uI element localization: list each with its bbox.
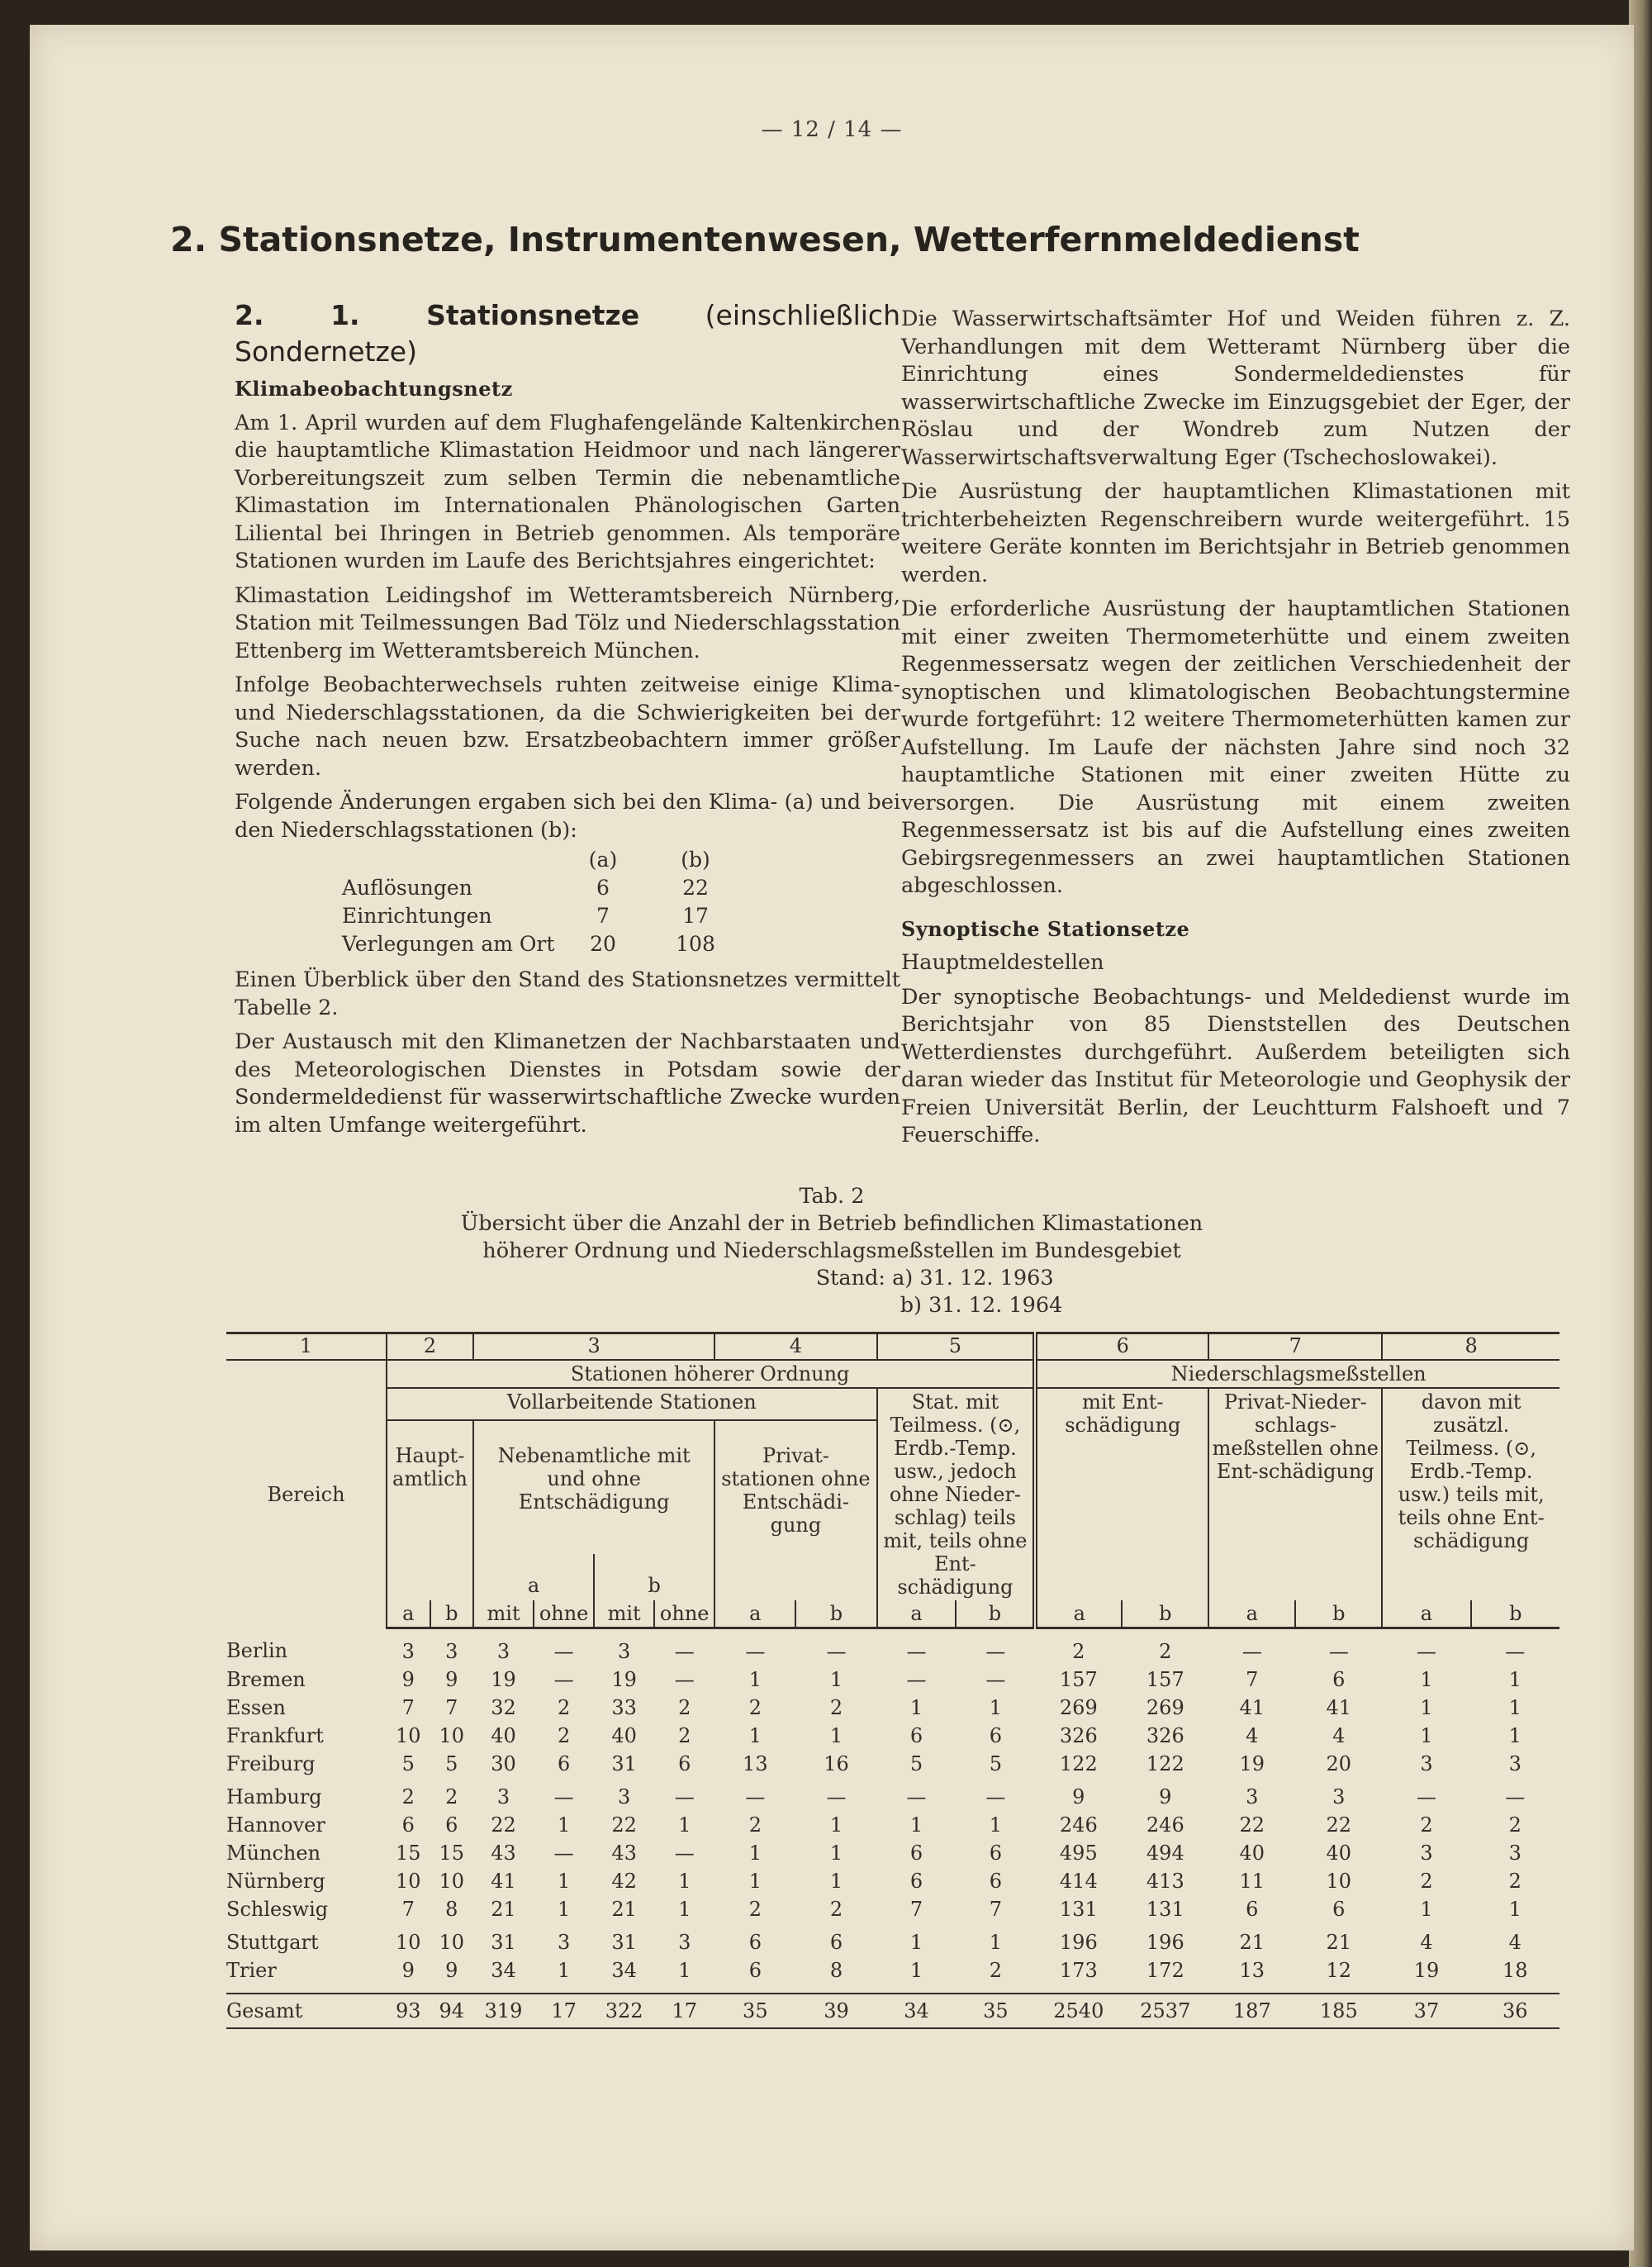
value-cell: 4 <box>1246 1724 1259 1747</box>
value-cell: — <box>674 1668 695 1691</box>
value-cell: 10 <box>396 1931 421 1954</box>
value-cell: 131 <box>1059 1898 1098 1921</box>
value-cell: 1 <box>748 1870 762 1893</box>
column-number-row: 1 2 3 4 5 6 7 8 <box>226 1333 1559 1361</box>
value-cell: — <box>553 1785 574 1808</box>
value-cell: 19 <box>1413 1959 1440 1982</box>
value-cell: 7 <box>1246 1668 1259 1691</box>
value-cell: 2 <box>557 1724 571 1747</box>
header-davon: davon mit zusätzl. Teilmess. (⊙, Erdb.-Temp. usw.) teils mit, teils ohne Ent-schädigung <box>1382 1388 1559 1600</box>
value-cell: — <box>1241 1640 1262 1663</box>
value-cell: 6 <box>989 1842 1003 1865</box>
table-row <box>226 1811 1559 1839</box>
value-cell: 3 <box>1420 1752 1433 1775</box>
value-cell: 41 <box>1326 1696 1352 1719</box>
value-cell: 9 <box>445 1668 458 1691</box>
value-cell: 2 <box>748 1813 762 1837</box>
value-cell: 40 <box>611 1724 637 1747</box>
value-cell: 10 <box>396 1724 421 1747</box>
value-cell: 196 <box>1059 1931 1098 1954</box>
value-cell: 172 <box>1146 1959 1184 1982</box>
value-cell: 16 <box>824 1752 849 1775</box>
document-page <box>30 25 1634 2250</box>
changes-table <box>235 846 742 958</box>
region-cell: Bremen <box>226 1668 306 1691</box>
value-cell: — <box>674 1640 695 1663</box>
value-cell: 3 <box>401 1640 415 1663</box>
value-cell: 2 <box>1420 1813 1433 1837</box>
value-cell: 30 <box>491 1752 516 1775</box>
value-cell: 35 <box>956 1994 1035 2028</box>
value-cell: 5 <box>909 1752 923 1775</box>
value-cell: 1 <box>829 1813 843 1837</box>
page-number: — 12 / 14 — <box>761 117 903 142</box>
region-cell: Berlin <box>226 1639 288 1663</box>
value-cell: 21 <box>1326 1931 1352 1954</box>
value-cell: 13 <box>743 1752 768 1775</box>
value-cell: 6 <box>678 1752 691 1775</box>
value-cell: 326 <box>1146 1724 1184 1747</box>
value-cell: 269 <box>1146 1696 1184 1719</box>
value-cell: 12 <box>1326 1959 1352 1982</box>
value-cell: 37 <box>1382 1994 1470 2028</box>
value-cell: 494 <box>1146 1842 1184 1865</box>
value-cell: 19 <box>491 1668 516 1691</box>
value-cell: 2 <box>829 1898 843 1921</box>
value-cell: 1 <box>909 1813 923 1837</box>
value-cell: 6 <box>557 1752 571 1775</box>
value-cell: 4 <box>1332 1724 1346 1747</box>
value-cell: 7 <box>401 1898 415 1921</box>
value-cell: 1 <box>909 1696 923 1719</box>
value-cell: 8 <box>445 1898 458 1921</box>
value-cell: 9 <box>401 1668 415 1691</box>
value-cell: 9 <box>1072 1785 1085 1808</box>
value-cell: — <box>745 1640 766 1663</box>
value-cell: 10 <box>439 1931 465 1954</box>
value-cell: 187 <box>1208 1994 1295 2028</box>
region-cell: Hannover <box>226 1813 325 1837</box>
value-cell: 1 <box>557 1898 571 1921</box>
value-cell: 41 <box>491 1870 516 1893</box>
value-cell: — <box>906 1640 927 1663</box>
value-cell: 495 <box>1059 1842 1098 1865</box>
value-cell: 43 <box>491 1842 516 1865</box>
table-caption <box>30 1183 1634 1319</box>
header-mit-entschaedigung: mit Ent-schädigung <box>1035 1388 1208 1600</box>
value-cell: — <box>674 1785 695 1808</box>
value-cell: 2537 <box>1122 1994 1208 2028</box>
value-cell: 40 <box>1326 1842 1352 1865</box>
value-cell: 2 <box>1508 1870 1521 1893</box>
value-cell: 8 <box>829 1959 843 1982</box>
value-cell: — <box>826 1785 847 1808</box>
value-cell: 11 <box>1239 1870 1265 1893</box>
value-cell: 34 <box>491 1959 516 1982</box>
value-cell: — <box>1416 1640 1436 1663</box>
value-cell: 1 <box>989 1813 1003 1837</box>
value-cell: 5 <box>989 1752 1003 1775</box>
value-cell: 93 <box>387 1994 430 2028</box>
header-vollarbeitend: Vollarbeitende Stationen <box>387 1388 877 1420</box>
value-cell: 2 <box>1420 1870 1433 1893</box>
region-cell: Essen <box>226 1696 286 1719</box>
value-cell: 326 <box>1059 1724 1098 1747</box>
value-cell: 1 <box>557 1959 571 1982</box>
value-cell: 1 <box>989 1931 1003 1954</box>
header-privat-niederschlag: Privat-Nieder-schlags-meßstellen ohne Ent-schädigung <box>1208 1388 1382 1600</box>
value-cell: — <box>1505 1785 1526 1808</box>
value-cell: 10 <box>439 1724 465 1747</box>
value-cell: 1 <box>829 1668 843 1691</box>
value-cell: 2540 <box>1035 1994 1122 2028</box>
value-cell: 21 <box>611 1898 637 1921</box>
value-cell: — <box>1416 1785 1436 1808</box>
table-title-line: höherer Ordnung und Niederschlagsmeßstellen im Bundesgebiet <box>482 1238 1181 1263</box>
value-cell: 22 <box>1239 1813 1265 1837</box>
section-heading <box>235 297 900 370</box>
value-cell: 36 <box>1471 1994 1559 2028</box>
value-cell: 6 <box>1246 1898 1259 1921</box>
value-cell: 19 <box>611 1668 637 1691</box>
paragraph: Die Ausrüstung der hauptamtlichen Klimastationen mit trichterbeheizten Regenschreibern wurde weitergeführt. 15 weitere Geräte konnten im Berichtsjahr in Betrieb genommen werden. <box>901 479 1570 587</box>
value-cell: 2 <box>748 1696 762 1719</box>
value-cell: 17 <box>654 1994 714 2028</box>
table-row <box>226 1750 1559 1778</box>
value-cell: 21 <box>491 1898 516 1921</box>
value-cell: 3 <box>496 1785 510 1808</box>
value-cell: 246 <box>1059 1813 1098 1837</box>
value-cell: — <box>745 1785 766 1808</box>
value-cell: 3 <box>678 1931 691 1954</box>
value-cell: 3 <box>1246 1785 1259 1808</box>
station-table: 1 2 3 4 5 6 7 8 Bereich Stationen höherer Ordnung Niederschlagsmeßstellen Vollarbeitende Stationen Stat. mit Teilmess. (⊙, Erdb.-Temp. usw., jedoch ohne Nieder-schlag) teils mit, teils ohne Ent-schädigung mit Ent-schädigung Privat-Nieder-schlags-meßstellen ohne Ent-schädigung davon mit zusätzl. Teilmess. (⊙, Erdb.-Temp. usw.) teils mit, teils ohne Ent-schädigung Haupt-amtlich Nebenamtliche mit und ohne Entschädigung Privat-stationen ohne Entschädi-gung a b a b mit ohne mit ohne a b a b a b a b a b Berlin 3 3 3 — 3 — — — — — 2 2 — — — — Bremen 9 9 19 — 19 — 1 1 — — 157 157 7 6 1 1 Essen 7 7 32 2 33 2 2 2 1 1 269 269 41 41 1 1 Frankfurt 10 10 40 2 40 2 1 1 6 6 326 326 4 4 1 1 Freiburg 5 5 30 6 31 6 13 16 5 5 122 122 19 20 3 3 Hamburg 2 2 3 — 3 — — — — — 9 9 3 3 — — Hannover 6 6 22 1 22 1 2 1 1 1 246 246 22 22 2 2 München 15 15 43 — 43 — 1 1 6 6 495 494 40 40 3 3 Nürnberg 10 10 41 1 42 1 1 1 6 6 414 413 11 10 2 2 Schleswig 7 8 21 1 21 1 2 2 7 7 131 131 6 6 1 1 Stuttgart 10 10 31 3 31 3 6 6 1 1 196 196 21 21 4 4 Trier 9 9 34 1 34 1 6 8 1 2 173 172 13 12 19 18 Gesamt 93 94 319 17 322 17 35 39 34 35 2540 2537 187 185 37 36 <box>226 1332 1559 2029</box>
value-cell: 4 <box>1420 1931 1433 1954</box>
value-cell: 7 <box>909 1898 923 1921</box>
value-cell: 196 <box>1146 1931 1184 1954</box>
value-cell: 39 <box>795 1994 876 2028</box>
value-cell: — <box>553 1668 574 1691</box>
paragraph: Einen Überblick über den Stand des Stationsnetzes vermittelt Tabelle 2. <box>235 967 900 1020</box>
table-row <box>226 1628 1559 1666</box>
value-cell: 157 <box>1059 1668 1098 1691</box>
value-cell: 2 <box>678 1696 691 1719</box>
value-cell: 3 <box>557 1931 571 1954</box>
value-cell: 10 <box>1326 1870 1352 1893</box>
value-cell: — <box>826 1640 847 1663</box>
value-cell: 31 <box>611 1752 637 1775</box>
value-cell: 3 <box>1508 1842 1521 1865</box>
value-cell: 7 <box>445 1696 458 1719</box>
value-cell: 269 <box>1059 1696 1098 1719</box>
value-cell: 5 <box>401 1752 415 1775</box>
value-cell: 6 <box>909 1870 923 1893</box>
value-cell: 1 <box>678 1959 691 1982</box>
value-cell: 1 <box>829 1870 843 1893</box>
region-cell: Hamburg <box>226 1785 322 1808</box>
value-cell: 34 <box>877 1994 957 2028</box>
value-cell: 2 <box>557 1696 571 1719</box>
section-number: 2. 1. Stationsnetze <box>235 299 640 331</box>
subsubheading: Hauptmeldestellen <box>901 950 1104 975</box>
value-cell: 173 <box>1059 1959 1098 1982</box>
header-hauptamtlich: Haupt-amtlich <box>387 1420 473 1554</box>
value-cell: 6 <box>445 1813 458 1837</box>
table-row <box>226 1694 1559 1722</box>
region-cell: Nürnberg <box>226 1870 325 1893</box>
value-cell: 22 <box>1326 1813 1352 1837</box>
value-cell: 10 <box>439 1870 465 1893</box>
value-cell: 35 <box>714 1994 795 2028</box>
value-cell: 42 <box>611 1870 637 1893</box>
table-row <box>226 1895 1559 1923</box>
value-cell: 31 <box>611 1931 637 1954</box>
value-cell: — <box>985 1640 1006 1663</box>
value-cell: 40 <box>1239 1842 1265 1865</box>
value-cell: 2 <box>401 1785 415 1808</box>
value-cell: 2 <box>1072 1640 1085 1663</box>
value-cell: — <box>674 1842 695 1865</box>
value-cell: 6 <box>401 1813 415 1837</box>
table-title-line: Übersicht über die Anzahl der in Betrieb befindlichen Klimastationen <box>460 1211 1203 1236</box>
header-nebenamtlich: Nebenamtliche mit und ohne Entschädigung <box>473 1420 714 1554</box>
value-cell: 9 <box>445 1959 458 1982</box>
value-cell: 2 <box>445 1785 458 1808</box>
paragraph: Infolge Beobachterwechsels ruhten zeitweise einige Klima- und Niederschlagsstationen, da die Schwierigkeiten bei der Suche nach neuen bzw. Ersatzbeobachtern immer größer werden. <box>235 672 900 781</box>
value-cell: 157 <box>1146 1668 1184 1691</box>
paragraph: Die Wasserwirtschaftsämter Hof und Weiden führen z. Z. Verhandlungen mit dem Wetteramt Nürnberg über die Einrichtung eines Sondermeldedienstes für wasserwirtschaftliche Zwecke im Einzugsgebiet der Eger, der Röslau und der Wondreb zum Nutzen der Wasserwirtschaftsverwaltung Eger (Tschechoslowakei). <box>901 307 1570 470</box>
value-cell: 414 <box>1059 1870 1098 1893</box>
table-label: Tab. 2 <box>799 1184 865 1209</box>
value-cell: 413 <box>1146 1870 1184 1893</box>
value-cell: 185 <box>1295 1994 1382 2028</box>
value-cell: 6 <box>748 1931 762 1954</box>
changes-row: Verlegungen am Ort 20 108 <box>342 932 715 957</box>
changes-header-a: (a) <box>588 848 618 872</box>
value-cell: 322 <box>594 1994 654 2028</box>
value-cell: 1 <box>557 1813 571 1837</box>
value-cell: 6 <box>829 1931 843 1954</box>
value-cell: 2 <box>989 1959 1003 1982</box>
value-cell: 32 <box>491 1696 516 1719</box>
value-cell: 1 <box>1420 1668 1433 1691</box>
header-neben-b: b <box>594 1554 714 1600</box>
table-body <box>226 1628 1559 2029</box>
value-cell: 1 <box>678 1813 691 1837</box>
changes-row: Einrichtungen 7 17 <box>342 904 709 929</box>
section-suffix: (einschließlich Sondernetze) <box>235 299 900 368</box>
value-cell: 246 <box>1146 1813 1184 1837</box>
value-cell: 1 <box>748 1842 762 1865</box>
left-column <box>235 297 900 1146</box>
value-cell: — <box>906 1785 927 1808</box>
header-privatstationen: Privat-stationen ohne Entschädi-gung <box>714 1420 876 1554</box>
value-cell: 2 <box>1508 1813 1521 1837</box>
value-cell: 4 <box>1508 1931 1521 1954</box>
value-cell: 22 <box>611 1813 637 1837</box>
value-cell: 22 <box>491 1813 516 1837</box>
subheading-klima: Klimabeobachtungsnetz <box>235 377 513 401</box>
value-cell: — <box>553 1640 574 1663</box>
value-cell: 1 <box>1420 1724 1433 1747</box>
value-cell: 3 <box>618 1640 631 1663</box>
value-cell: 122 <box>1146 1752 1184 1775</box>
value-cell: 34 <box>611 1959 637 1982</box>
changes-header-b: (b) <box>681 848 710 872</box>
value-cell: 1 <box>1508 1696 1521 1719</box>
table-row <box>226 1923 1559 1956</box>
paragraph: Der synoptische Beobachtungs- und Meldedienst wurde im Berichtsjahr von 85 Dienststellen des Deutschen Wetterdienstes durchgeführt. Außerdem beteiligten sich daran wieder das Institut für Meteorologie und Geophysik der Freien Universität Berlin, der Leuchtturm Falshoeft und 7 Feuerschiffe. <box>901 984 1570 1148</box>
value-cell: 15 <box>396 1842 421 1865</box>
value-cell: — <box>985 1668 1006 1691</box>
value-cell: 1 <box>989 1696 1003 1719</box>
value-cell: 1 <box>909 1959 923 1982</box>
table-row <box>226 1867 1559 1895</box>
value-cell: 9 <box>401 1959 415 1982</box>
value-cell: 7 <box>401 1696 415 1719</box>
region-cell: Freiburg <box>226 1752 316 1775</box>
table-row <box>226 1956 1559 1984</box>
table-row <box>226 1722 1559 1750</box>
value-cell: — <box>553 1842 574 1865</box>
value-cell: 319 <box>473 1994 534 2028</box>
value-cell: 17 <box>534 1994 594 2028</box>
region-cell: Gesamt <box>226 1994 387 2028</box>
value-cell: 6 <box>1332 1898 1346 1921</box>
value-cell: 3 <box>445 1640 458 1663</box>
value-cell: 3 <box>1420 1842 1433 1865</box>
value-cell: 43 <box>611 1842 637 1865</box>
region-cell: München <box>226 1842 321 1865</box>
value-cell: 3 <box>1332 1785 1346 1808</box>
table-stand: Stand: a) 31. 12. 1963 b) 31. 12. 1964 <box>815 1266 1063 1318</box>
value-cell: 6 <box>989 1724 1003 1747</box>
value-cell: 1 <box>678 1870 691 1893</box>
header-bereich: Bereich <box>267 1482 345 1506</box>
value-cell: 13 <box>1239 1959 1265 1982</box>
value-cell: 6 <box>909 1842 923 1865</box>
value-cell: 31 <box>491 1931 516 1954</box>
header-neben-a: a <box>473 1554 594 1600</box>
value-cell: 2 <box>678 1724 691 1747</box>
region-cell: Frankfurt <box>226 1724 324 1747</box>
value-cell: — <box>985 1785 1006 1808</box>
value-cell: 6 <box>989 1870 1003 1893</box>
value-cell: 40 <box>491 1724 516 1747</box>
paragraph: Die erforderliche Ausrüstung der hauptamtlichen Stationen mit einer zweiten Thermometerhütte und einem zweiten Regenmessersatz wegen der zeitlichen Verschiedenheit der synoptischen und klimatologischen Beobachtungstermine wurde fortgeführt: 12 weitere Thermometerhütten kamen zur Aufstellung. Im Laufe der nächsten Jahre sind noch 32 hauptamtliche Stationen mit einer zweiten Hütte zu versorgen. Die Ausrüstung mit einem zweiten Regenmessersatz ist bis auf die Aufstellung eines zweiten Gebirgsregenmessers an zwei hauptamtlichen Stationen abgeschlossen. <box>901 596 1570 898</box>
paragraph: Am 1. April wurden auf dem Flughafengelände Kaltenkirchen die hauptamtliche Klimastation Heidmoor und nach längerer Vorbereitungszeit zum selben Termin die nebenamtliche Klimastation im Internationalen Phänologischen Garten Liliental bei Ihringen in Betrieb genommen. Als temporäre Stationen wurden im Laufe des Berichtsjahres eingerichtet: <box>235 410 900 573</box>
changes-row: Auflösungen 6 22 <box>342 876 709 901</box>
value-cell: 6 <box>909 1724 923 1747</box>
value-cell: — <box>906 1668 927 1691</box>
region-cell: Trier <box>226 1959 277 1982</box>
header-teilmess: Stat. mit Teilmess. (⊙, Erdb.-Temp. usw., jedoch ohne Nieder-schlag) teils mit, teils ohne Ent-schädigung <box>877 1388 1036 1600</box>
value-cell: 1 <box>678 1898 691 1921</box>
table-total-row <box>226 1994 1559 2028</box>
value-cell: 1 <box>748 1668 762 1691</box>
value-cell: 1 <box>909 1931 923 1954</box>
value-cell: 1 <box>829 1724 843 1747</box>
table-row <box>226 1839 1559 1867</box>
value-cell: 3 <box>618 1785 631 1808</box>
value-cell: 20 <box>1326 1752 1352 1775</box>
value-cell: 1 <box>1420 1898 1433 1921</box>
value-cell: 6 <box>1332 1668 1346 1691</box>
paragraph: Der Austausch mit den Klimanetzen der Nachbarstaaten und des Meteorologischen Dienstes in Potsdam sowie der Sondermeldedienst für wasserwirtschaftliche Zwecke wurden im alten Umfange weitergeführt. <box>235 1029 900 1138</box>
value-cell: 94 <box>430 1994 474 2028</box>
value-cell: 1 <box>1508 1898 1521 1921</box>
value-cell: 3 <box>1508 1752 1521 1775</box>
value-cell: 33 <box>611 1696 637 1719</box>
region-cell: Schleswig <box>226 1898 329 1921</box>
subheading-synoptik: Synoptische Stationsetze <box>901 916 1190 941</box>
value-cell: 6 <box>748 1959 762 1982</box>
value-cell: 2 <box>829 1696 843 1719</box>
table-row <box>226 1778 1559 1811</box>
value-cell: 21 <box>1239 1931 1265 1954</box>
value-cell: 18 <box>1502 1959 1528 1982</box>
value-cell: 1 <box>829 1842 843 1865</box>
header-group-right: Niederschlagsmeßstellen <box>1035 1360 1559 1388</box>
value-cell: 2 <box>748 1898 762 1921</box>
value-cell: 5 <box>445 1752 458 1775</box>
value-cell: 1 <box>1508 1668 1521 1691</box>
value-cell: 15 <box>439 1842 465 1865</box>
region-cell: Stuttgart <box>226 1931 319 1954</box>
paragraph: Klimastation Leidingshof im Wetteramtsbereich Nürnberg, Station mit Teilmessungen Bad Tölz und Niederschlagsstation Ettenberg im Wetteramtsbereich München. <box>235 582 900 663</box>
paragraph: Folgende Änderungen ergaben sich bei den Klima- (a) und bei den Niederschlagsstationen (b): <box>235 790 900 843</box>
value-cell: 3 <box>496 1640 510 1663</box>
right-column <box>901 306 1570 1157</box>
value-cell: 41 <box>1239 1696 1265 1719</box>
value-cell: 2 <box>1159 1640 1172 1663</box>
value-cell: — <box>1505 1640 1526 1663</box>
value-cell: 19 <box>1239 1752 1265 1775</box>
value-cell: 9 <box>1159 1785 1172 1808</box>
value-cell: 10 <box>396 1870 421 1893</box>
value-cell: 1 <box>748 1724 762 1747</box>
table-row <box>226 1666 1559 1694</box>
value-cell: 131 <box>1146 1898 1184 1921</box>
chapter-title: 2. Stationsnetze, Instrumentenwesen, Wetterfernmeldedienst <box>170 220 1360 259</box>
value-cell: 1 <box>557 1870 571 1893</box>
value-cell: 7 <box>989 1898 1003 1921</box>
header-group-left: Stationen höherer Ordnung <box>387 1360 1035 1388</box>
value-cell: 122 <box>1059 1752 1098 1775</box>
value-cell: 1 <box>1420 1696 1433 1719</box>
value-cell: — <box>1328 1640 1349 1663</box>
value-cell: 1 <box>1508 1724 1521 1747</box>
